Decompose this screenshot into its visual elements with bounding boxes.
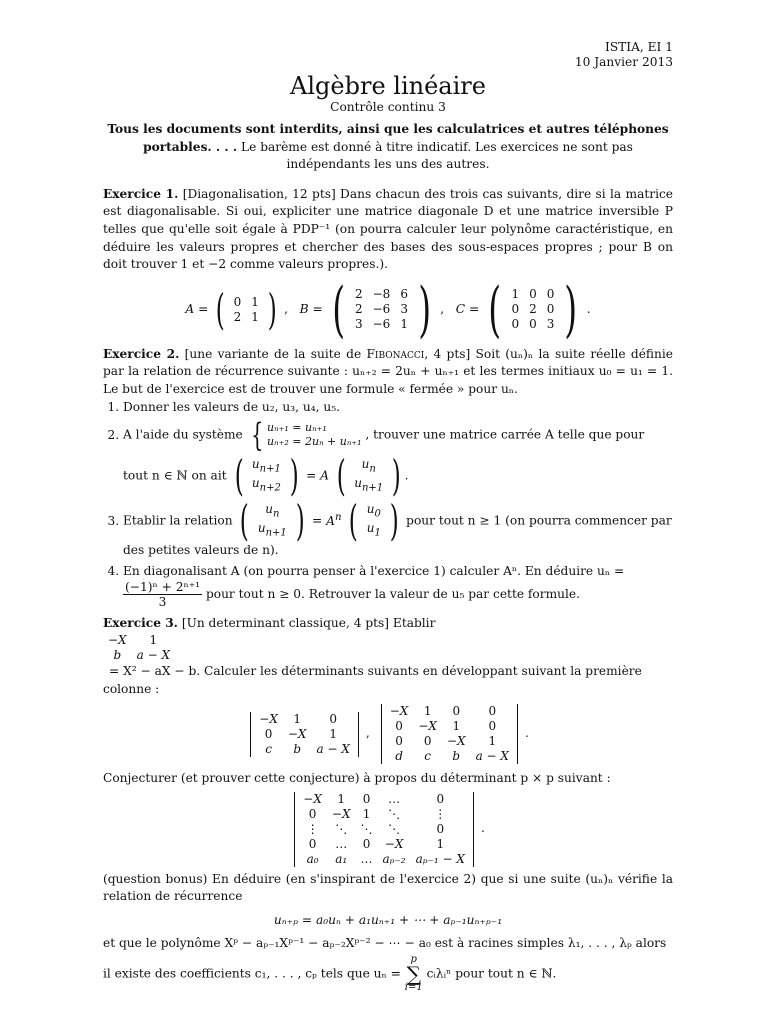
ex2-fibonacci: Fibonacci bbox=[366, 346, 425, 361]
det-4x4-row bbox=[385, 704, 514, 719]
det-4x4-cell: d bbox=[395, 749, 403, 764]
system-line-2: uₙ₊₂ = 2uₙ + uₙ₊₁ bbox=[267, 435, 362, 449]
exam-date: 10 Janvier 2013 bbox=[574, 55, 673, 69]
det-pxp-cell: ⋱ bbox=[360, 821, 373, 836]
ex3-polynomial: et que le polynôme Xᵖ − aₚ₋₁Xᵖ⁻¹ − aₚ₋₂Xᵖ⁻² − ⋯ − a₀ est à racines simples λ₁, . . . , λₚ alors bbox=[103, 936, 667, 951]
det-pxp-row bbox=[298, 822, 470, 837]
matrix-b-cell: 3 bbox=[400, 302, 408, 317]
ex3-conjecture: Conjecturer (et prouver cette conjecture) à propos du déterminant p × p suivant : bbox=[103, 771, 611, 786]
det-pxp-row bbox=[298, 792, 470, 807]
det-4x4-cell: 0 bbox=[488, 704, 497, 719]
ex2-q4-b: pour tout n ≥ 0. Retrouver la valeur de u₅ par cette formule. bbox=[205, 587, 580, 602]
det-3x3-cell: 1 bbox=[293, 711, 301, 726]
ex1-matrices: A = ( 0 1 2 1 ) , B = ( 2 −8 6 2 −6 3 3 −6 1 ) , C = ( 1 0 0 0 2 0 0 0 3 ) . bbox=[185, 274, 591, 345]
det-pxp-cell: aₚ₋₁ − X bbox=[415, 851, 465, 866]
matrix-a-cell: 1 bbox=[251, 294, 259, 309]
matrix-b-cell: 1 bbox=[400, 317, 408, 332]
matrix-b-cell: −6 bbox=[372, 302, 391, 317]
ex2-q3-b: pour tout n ≥ 1 (on pourra commencer par des petites valeurs de n). bbox=[123, 513, 672, 558]
det-pxp-cell: 1 bbox=[436, 836, 445, 851]
matrix-b-row bbox=[350, 287, 413, 302]
exercise-2 bbox=[103, 346, 673, 610]
ex1-label: Exercice 1. bbox=[103, 186, 179, 201]
ex2-label: Exercice 2. bbox=[103, 346, 180, 361]
ex2-q3: 3. Etablir la relation ( $u_n$ $u_{n+1}$ ) = $A^n$ ( $u_0$ $u_1$ ) pour tout n ≥ 1 (on pourra commencer par des petites valeurs de n). bbox=[123, 500, 673, 560]
ex2-q4-a: En diagonalisant A (on pourra penser à l'exercice 1) calculer Aⁿ. En déduire uₙ = bbox=[123, 563, 625, 578]
det-3x3-cell: b bbox=[293, 741, 302, 756]
ex3-concl-b: cᵢλᵢⁿ pour tout n ∈ ℕ. bbox=[426, 966, 557, 981]
ex2-q4 bbox=[123, 563, 673, 610]
det-4x4-row bbox=[385, 749, 514, 764]
matrix-c-cell: 3 bbox=[546, 317, 555, 332]
det-pxp-row bbox=[298, 852, 470, 867]
det-pxp-cell: 0 bbox=[308, 836, 317, 851]
det-2x2-cell: b bbox=[113, 647, 122, 662]
det-4x4-cell: b bbox=[452, 749, 461, 764]
ex1-text: [Diagonalisation, 12 pts] Dans chacun des trois cas suivants, dire si la matrice est diagonalisable. Si oui, expliciter une matrice diagonale D et une matrice inversible P telles que qu'elle soit égale à PDP⁻¹ (on pourra calculer leur polynôme caractéristique, en déduire les valeurs propres et chercher des bases des sous-espaces propres ; pour B on doit trouver 1 et −2 comme valeurs propres.). bbox=[103, 186, 674, 272]
header-block bbox=[103, 0, 673, 70]
det-4x4-cell: 0 bbox=[488, 719, 497, 734]
ex3-concl-a: il existe des coefficients c₁, . . . , cₚ tels que uₙ = bbox=[103, 966, 401, 981]
ex2-text-b: , 4 pts] Soit (uₙ)ₙ la suite réelle définie par la relation de récurrence suivante : uₙ₊₂ = 2uₙ + uₙ₊₁ et les termes initiaux u₀ = u₁ = 1. Le but de l'exercice est de trouver une formule « fermée » pour uₙ. bbox=[103, 346, 673, 396]
det-pxp-cell: a₁ bbox=[335, 851, 348, 866]
sum-symbol: p ∑ i=1 bbox=[404, 954, 423, 994]
det-pxp-cell: a₀ bbox=[306, 851, 319, 866]
matrix-a: ( 0 1 2 1 ) bbox=[215, 284, 277, 334]
page-subtitle: Contrôle continu 3 bbox=[330, 100, 446, 114]
det-3x3-cell: a − X bbox=[316, 741, 350, 756]
matrix-b: ( 2 −8 6 2 −6 3 3 −6 1 ) bbox=[331, 274, 432, 345]
det-2x2-row bbox=[103, 633, 175, 648]
matrix-a-cell: 1 bbox=[251, 309, 259, 324]
matrix-b-cell: 2 bbox=[354, 302, 363, 317]
det-pxp-cell: 0 bbox=[308, 806, 317, 821]
det-4x4-cell: c bbox=[424, 749, 432, 764]
ex3-label: Exercice 3. bbox=[103, 616, 178, 631]
det-3x3-cell: 0 bbox=[329, 711, 337, 726]
matrix-c-cell: 0 bbox=[511, 317, 520, 332]
det-4x4-cell: −X bbox=[389, 704, 409, 719]
det-pxp-cell: ⋮ bbox=[306, 821, 319, 836]
det-pxp-cell: ⋱ bbox=[388, 806, 401, 821]
matrix-c-cell: 0 bbox=[529, 287, 537, 302]
matrix-c-cell: 1 bbox=[511, 287, 520, 302]
matrix-a-row bbox=[229, 295, 264, 310]
det-4x4-cell: 1 bbox=[452, 719, 461, 734]
ex2-q2-b: , trouver une matrice carrée A telle que pour bbox=[365, 427, 645, 442]
matrix-b-cell: 3 bbox=[354, 317, 363, 332]
fraction-denominator: 3 bbox=[158, 595, 167, 610]
school-label: ISTIA, EI 1 bbox=[605, 40, 673, 54]
det-pxp-cell: … bbox=[388, 791, 401, 806]
det-pxp-cell: 0 bbox=[362, 836, 371, 851]
ex3-bonus: (question bonus) En déduire (en s'inspirant de l'exercice 2) que si une suite (uₙ)ₙ vérifie la relation de récurrence bbox=[103, 871, 673, 904]
ex3-determinants: −X 1 0 0 −X 1 c b a − X , −X 1 0 0 0 −X 1 0 0 0 −X 1 d c b a − X . bbox=[103, 704, 673, 764]
det-3x3-row bbox=[254, 742, 355, 757]
matrix-c-cell: 0 bbox=[529, 317, 537, 332]
matrix-c-cell: 0 bbox=[546, 302, 555, 317]
matrix-c-row bbox=[506, 302, 559, 317]
det-pxp bbox=[291, 792, 477, 867]
det-4x4-row bbox=[385, 734, 514, 749]
intro-bold: Tous les documents sont interdits, ainsi que les calculatrices et autres téléphones portables. . . . bbox=[107, 122, 669, 154]
det-pxp-cell: −X bbox=[303, 791, 322, 806]
matrix-a-row bbox=[229, 310, 264, 325]
ex2-q2 bbox=[123, 416, 673, 501]
matrix-c-cell: 0 bbox=[546, 287, 555, 302]
det-pxp-cell: −X bbox=[384, 836, 404, 851]
det-pxp-cell: … bbox=[360, 851, 373, 866]
matrix-b-row bbox=[350, 317, 413, 332]
matrix-a-cell: 0 bbox=[233, 294, 242, 309]
ex2-questions bbox=[103, 399, 673, 610]
det-3x3-cell: −X bbox=[259, 711, 278, 726]
ex3-conclusion bbox=[103, 955, 673, 993]
det-4x4-cell: −X bbox=[418, 719, 437, 734]
matrix-a-cell: 2 bbox=[233, 309, 242, 324]
det-2x2-cell: a − X bbox=[136, 647, 170, 662]
matrix-c-cell: 2 bbox=[529, 302, 537, 317]
ex2-q3-a: Etablir la relation bbox=[123, 513, 233, 528]
ex2-q2-a: A l'aide du système bbox=[123, 427, 243, 442]
ex2-fraction bbox=[123, 580, 202, 609]
det-3x3-cell: 1 bbox=[329, 726, 337, 741]
ex3-recurrence: uₙ₊ₚ = a₀uₙ + a₁uₙ₊₁ + ⋯ + aₚ₋₁uₙ₊ₚ₋₁ bbox=[273, 912, 503, 927]
det-4x4-cell: 0 bbox=[452, 704, 461, 719]
ex3-text-a: [Un determinant classique, 4 pts] Etablir bbox=[181, 616, 436, 631]
ex2-q2-c: tout n ∈ ℕ on ait bbox=[123, 468, 227, 483]
det-pxp-cell: ⋮ bbox=[434, 806, 447, 821]
det-pxp-cell: 1 bbox=[362, 806, 371, 821]
matrix-c-row bbox=[506, 287, 559, 302]
det-4x4-cell: 0 bbox=[395, 734, 403, 749]
det-pxp-cell: … bbox=[335, 836, 348, 851]
det-2x2-cell: −X bbox=[108, 632, 127, 647]
intro-paragraph bbox=[103, 121, 673, 174]
matrix-b-cell: 6 bbox=[400, 287, 408, 302]
det-3x3-cell: c bbox=[265, 741, 272, 756]
ex3-text-b: = X² − aX − b. Calculer les déterminants suivants en développant suivant la première colonne : bbox=[103, 663, 642, 696]
exercise-1 bbox=[103, 186, 674, 345]
det-4x4-cell: 0 bbox=[395, 719, 403, 734]
intro-rest: Le barème est donné à titre indicatif. Les exercices ne sont pas indépendants les uns des autres. bbox=[237, 139, 633, 172]
det-2x2-row bbox=[103, 648, 175, 663]
ex3-detp-row: −X 1 0 … 0 0 −X 1 ⋱ ⋮ ⋮ ⋱ ⋱ ⋱ 0 0 … 0 −X 1 a₀ a₁ … aₚ₋₂ aₚ₋₁ − X . bbox=[103, 792, 673, 867]
matrix-b-cell: −8 bbox=[372, 287, 391, 302]
det-pxp-cell: −X bbox=[331, 806, 351, 821]
matrix-c-cell: 0 bbox=[511, 302, 520, 317]
det-pxp-cell: aₚ₋₂ bbox=[382, 851, 406, 866]
page-title: Algèbre linéaire bbox=[290, 72, 486, 100]
exercise-3 bbox=[103, 615, 673, 993]
det-3x3 bbox=[247, 712, 362, 757]
ex2-q1: 1. Donner les valeurs de u₂, u₃, u₄, u₅. bbox=[123, 399, 673, 417]
det-4x4-cell: 1 bbox=[423, 704, 432, 719]
det-pxp-cell: 1 bbox=[337, 791, 346, 806]
det-pxp-cell: 0 bbox=[362, 791, 371, 806]
fraction-numerator: (−1)ⁿ + 2ⁿ⁺¹ bbox=[125, 580, 201, 595]
ex2-system: { uₙ₊₁ = uₙ₊₁ uₙ₊₂ = 2uₙ + uₙ₊₁ bbox=[250, 416, 362, 455]
det-2x2-cell: 1 bbox=[149, 632, 158, 647]
det-4x4-cell: 0 bbox=[423, 734, 432, 749]
system-line-1: uₙ₊₁ = uₙ₊₁ bbox=[267, 421, 327, 435]
matrix-c-row bbox=[506, 317, 559, 332]
det-3x3-cell: −X bbox=[287, 726, 307, 741]
det-pxp-cell: ⋱ bbox=[335, 821, 348, 836]
det-4x4 bbox=[378, 704, 522, 764]
matrix-b-row bbox=[350, 302, 413, 317]
det-pxp-cell: ⋱ bbox=[388, 821, 401, 836]
det-4x4-row bbox=[385, 719, 514, 734]
det-3x3-row bbox=[254, 727, 355, 742]
ex2-q2-eq: tout n ∈ ℕ on ait ( $u_{n+1}$ $u_{n+2}$ ) = A ( $u_n$ $u_{n+1}$ ) . bbox=[123, 451, 409, 501]
det-pxp-row bbox=[298, 807, 470, 822]
det-pxp-cell: 0 bbox=[436, 821, 445, 836]
det-4x4-cell: −X bbox=[446, 734, 466, 749]
det-3x3-cell: 0 bbox=[264, 726, 273, 741]
det-pxp-cell: 0 bbox=[436, 791, 445, 806]
det-4x4-cell: a − X bbox=[475, 749, 509, 764]
ex2-text-a: [une variante de la suite de bbox=[184, 346, 367, 361]
matrix-c: ( 1 0 0 0 2 0 0 0 3 ) bbox=[488, 274, 578, 345]
matrix-b-cell: −6 bbox=[372, 317, 391, 332]
exam-page bbox=[103, 0, 673, 993]
matrix-b-cell: 2 bbox=[354, 287, 363, 302]
det-pxp-row bbox=[298, 837, 470, 852]
det-3x3-row bbox=[254, 712, 355, 727]
det-4x4-cell: 1 bbox=[488, 734, 497, 749]
